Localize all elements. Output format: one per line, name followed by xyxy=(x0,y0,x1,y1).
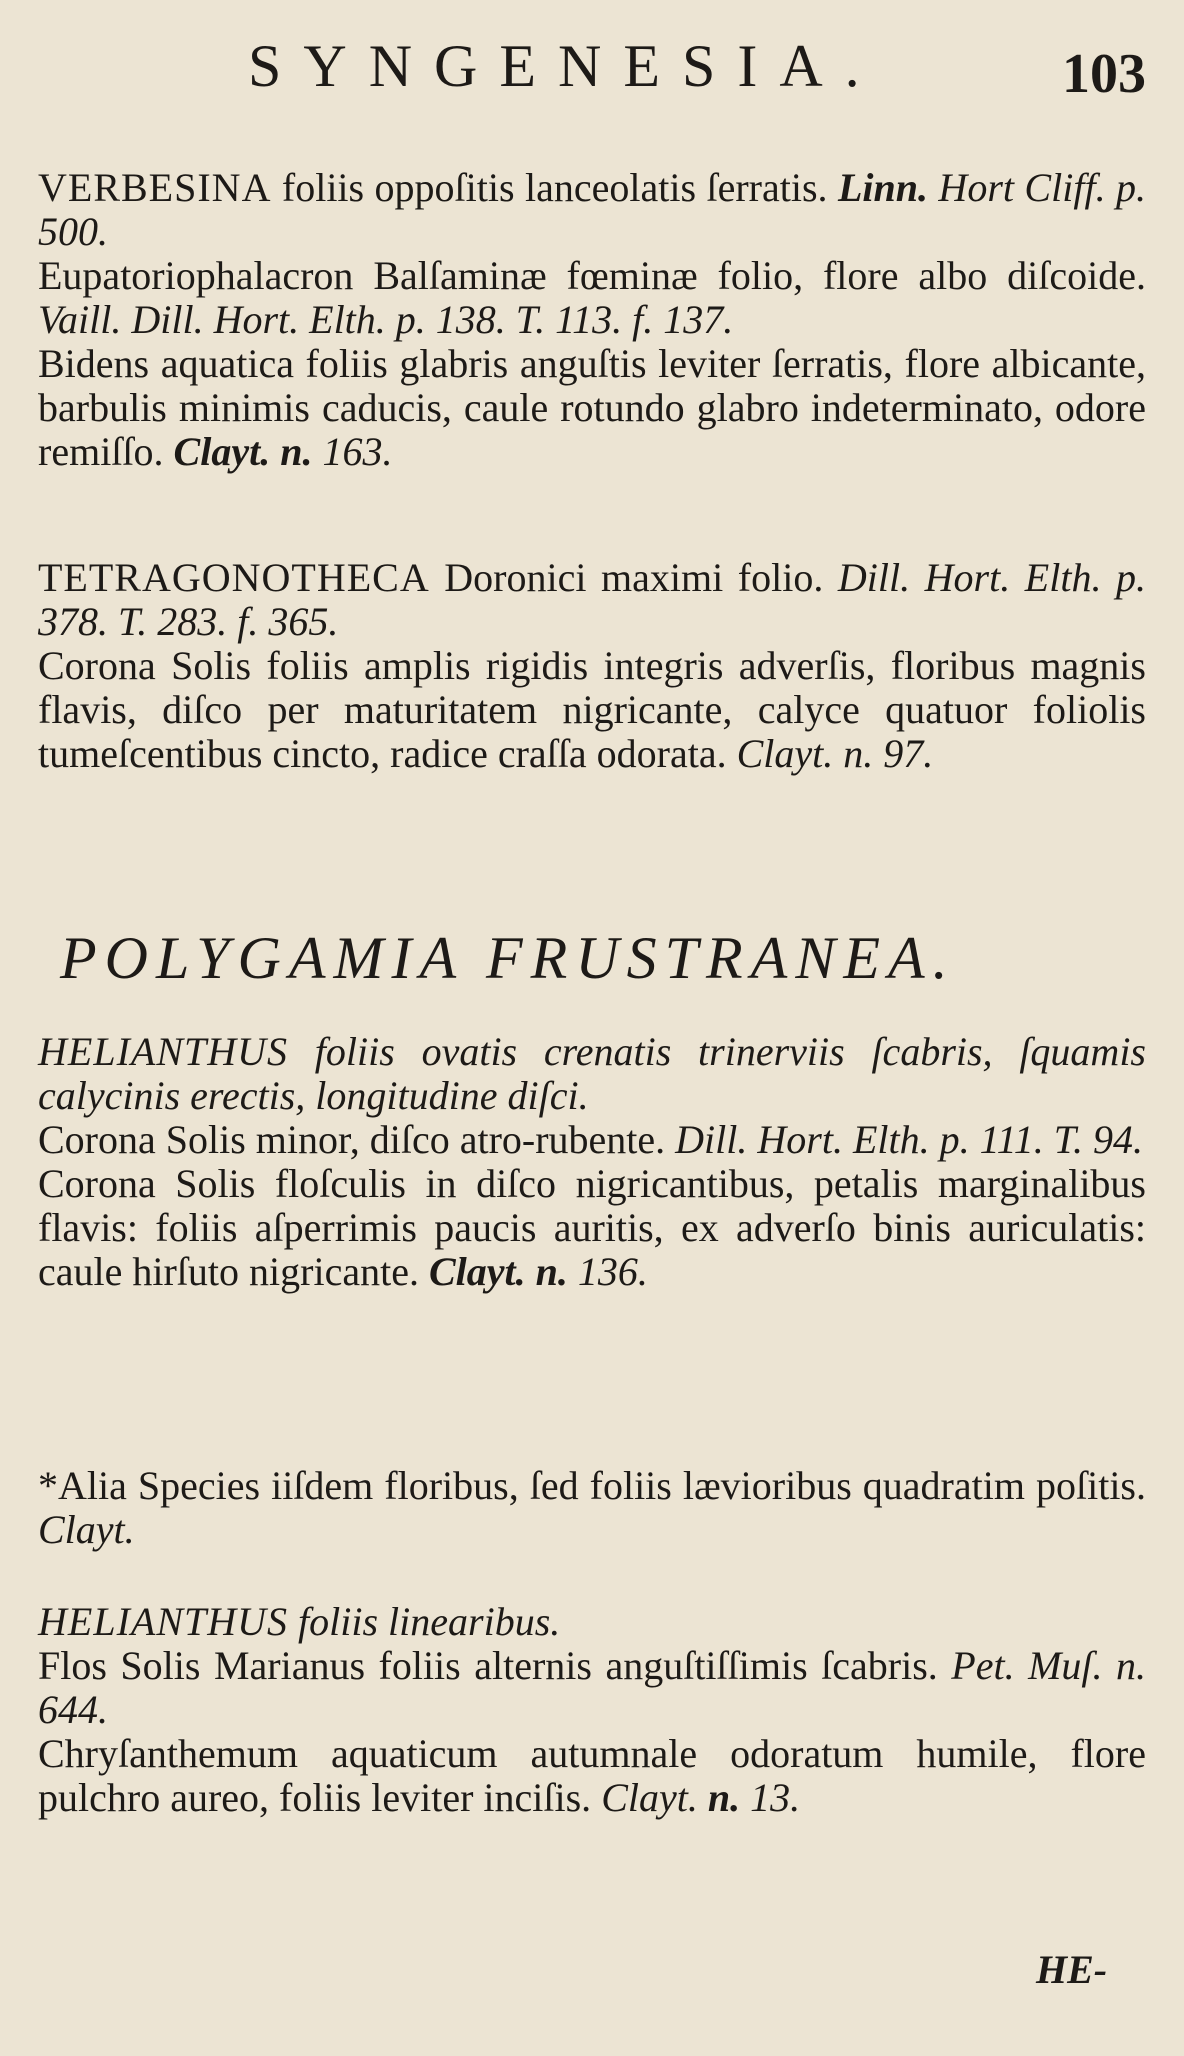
entry-verbesina xyxy=(38,166,1146,474)
entry-line: VERBESINA foliis oppoſitis lanceolatis ſerratis. Linn. Hort Cliff. p. 500. xyxy=(38,165,1146,254)
entry-line: Flos Solis Marianus foliis alternis anguſtiſſimis ſcabris. Pet. Muſ. n. 644. xyxy=(38,1643,1146,1732)
entry-tetragonotheca xyxy=(38,556,1146,776)
entry-line: Corona Solis foliis amplis rigidis integris adverſis, floribus magnis flavis, diſco per maturitatem nigricante, calyce quatuor foliolis tumeſcentibus cincto, radice craſſa odorata. Clayt. n. 97. xyxy=(38,643,1146,776)
entry-line: Corona Solis minor, diſco atro-rubente. Dill. Hort. Elth. p. 111. T. 94. xyxy=(38,1117,1143,1162)
entry-alia-species xyxy=(38,1464,1146,1552)
entry-line: HELIANTHUS foliis ovatis crenatis trinerviis ſcabris, ſquamis calycinis erectis, longitudine diſci. xyxy=(38,1029,1147,1118)
catchword: HE- xyxy=(1036,1947,1108,1992)
entry-line: Chryſanthemum aquaticum autumnale odoratum humile, flore pulchro aureo, foliis leviter inciſis. Clayt. n. 13. xyxy=(38,1731,1146,1820)
entry-helianthus-1 xyxy=(38,1030,1146,1294)
entry-line: Eupatoriophalacron Balſaminæ fœminæ folio, flore albo diſcoide. Vaill. Dill. Hort. Elth. p. 138. T. 113. f. 137. xyxy=(38,253,1146,342)
page-title: SYNGENESIA. xyxy=(248,33,882,99)
section-heading: POLYGAMIA FRUSTRANEA. xyxy=(60,925,956,991)
running-head xyxy=(0,22,1184,105)
entry-line: *Alia Species iiſdem floribus, ſed foliis lævioribus quadratim poſitis. Clayt. xyxy=(38,1463,1146,1552)
page-number: 103 xyxy=(1062,43,1146,105)
entry-line: TETRAGONOTHECA Doronici maximi folio. Dill. Hort. Elth. p. 378. T. 283. f. 365. xyxy=(38,555,1146,644)
entry-line: Corona Solis floſculis in diſco nigricantibus, petalis marginalibus flavis: foliis aſperrimis paucis auritis, ex adverſo binis auriculatis: caule hirſuto nigricante. Clayt. n. 136. xyxy=(38,1161,1146,1294)
entry-line: Bidens aquatica foliis glabris anguſtis leviter ſerratis, flore albicante, barbulis minimis caducis, caule rotundo glabro indeterminato, odore remiſſo. Clayt. n. 163. xyxy=(38,341,1146,474)
entry-helianthus-2 xyxy=(38,1600,1146,1820)
entry-line: HELIANTHUS foliis linearibus. xyxy=(38,1599,561,1644)
